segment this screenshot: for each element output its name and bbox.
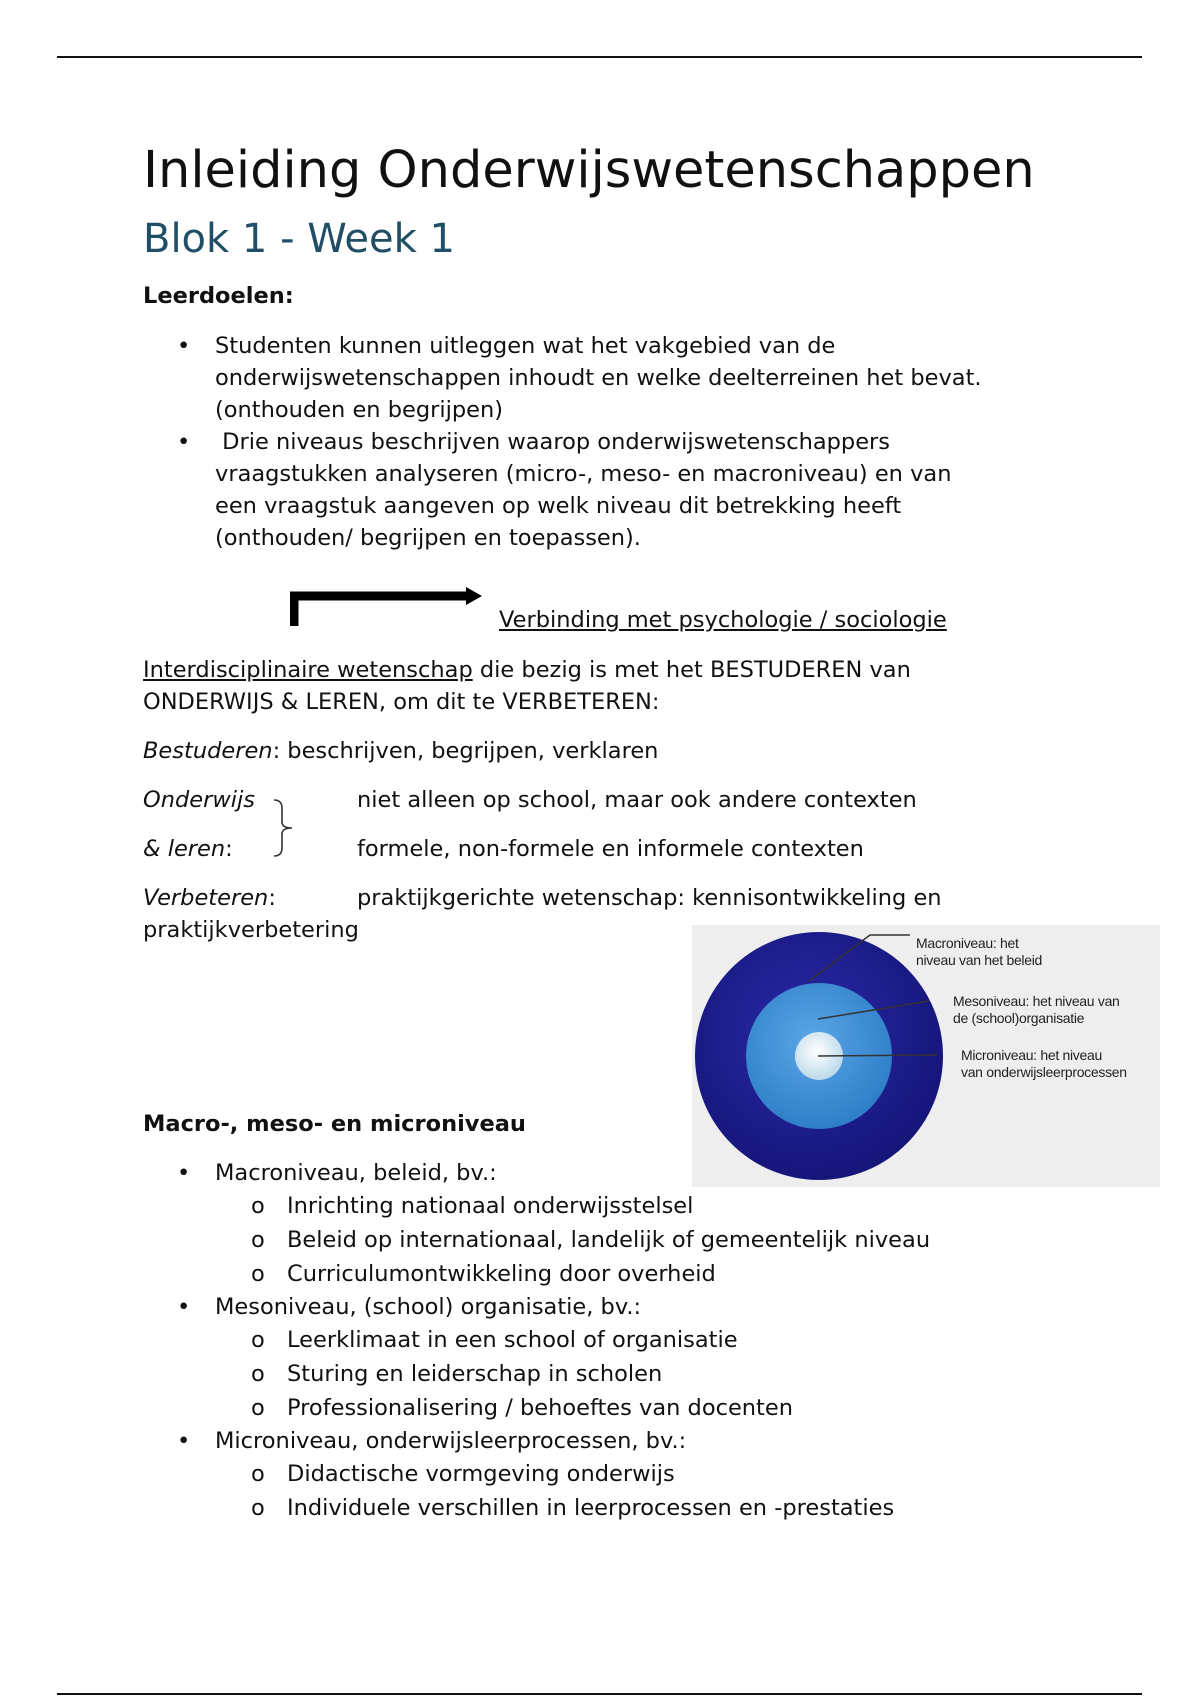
micro-label-line: van onderwijsleerprocessen (961, 1064, 1127, 1080)
levels-list (143, 1157, 930, 1525)
sub-bullet-icon: o (251, 1227, 265, 1253)
onderwijs-text: niet alleen op school, maar ook andere contexten (357, 787, 917, 813)
bullet-icon: • (177, 1160, 191, 1186)
sub-bullet-icon: o (251, 1193, 265, 1219)
definition-underlined: Interdisciplinaire wetenschap (143, 657, 473, 683)
sub-item-text: Sturing en leiderschap in scholen (287, 1361, 663, 1387)
sub-item (143, 1223, 930, 1257)
leerdoel-line: een vraagstuk aangeven op welk niveau dit betrekking heeft (215, 493, 902, 519)
leerdoel-item (143, 426, 982, 554)
document-title: Inleiding Onderwijswetenschappen (143, 141, 1035, 200)
verbeteren-colon: : (268, 885, 276, 911)
bestuderen-row (143, 735, 658, 767)
micro-label (961, 1047, 1127, 1081)
definition-line-1 (143, 654, 911, 686)
meso-label-line: Mesoniveau: het niveau van (953, 993, 1120, 1009)
sub-bullet-icon: o (251, 1361, 265, 1387)
level-sublist (215, 1457, 930, 1525)
leren-colon: : (225, 836, 233, 862)
sub-bullet-icon: o (251, 1327, 265, 1353)
leerdoel-line: (onthouden/ begrijpen en toepassen). (215, 525, 641, 551)
bottom-rule (57, 1693, 1142, 1695)
verbeteren-row (143, 882, 276, 914)
level-sublist (215, 1189, 930, 1291)
sub-item-text: Inrichting nationaal onderwijsstelsel (287, 1193, 694, 1219)
level-label: Mesoniveau, (school) organisatie, bv.: (215, 1294, 642, 1320)
bent-arrow-icon (290, 586, 490, 626)
sub-item (143, 1391, 930, 1425)
sub-item-text: Individuele verschillen in leerprocessen en -prestaties (287, 1495, 895, 1521)
bestuderen-label: Bestuderen (143, 738, 273, 764)
sub-bullet-icon: o (251, 1495, 265, 1521)
leren-row (143, 833, 233, 865)
definition-rest: die bezig is met het BESTUDEREN van (472, 657, 911, 683)
verbeteren-label: Verbeteren (143, 885, 269, 911)
leerdoel-item (143, 330, 982, 426)
levels-diagram (692, 925, 1160, 1187)
level-item-meso (143, 1291, 930, 1425)
leren-label: & leren (143, 836, 226, 862)
sub-item (143, 1323, 930, 1357)
document-subtitle: Blok 1 - Week 1 (143, 216, 455, 262)
micro-label-line: Microniveau: het niveau (961, 1047, 1102, 1063)
onderwijs-label: Onderwijs (143, 787, 255, 813)
sub-item-text: Professionalisering / behoeftes van docenten (287, 1395, 793, 1421)
sub-item-text: Beleid op internationaal, landelijk of gemeentelijk niveau (287, 1227, 931, 1253)
sub-item-text: Curriculumontwikkeling door overheid (287, 1261, 716, 1287)
sub-item-text: Leerklimaat in een school of organisatie (287, 1327, 738, 1353)
meso-label-line: de (school)organisatie (953, 1010, 1085, 1026)
macro-label-line: Macroniveau: het (916, 935, 1019, 951)
sub-bullet-icon: o (251, 1395, 265, 1421)
macro-label (916, 935, 1042, 969)
level-label: Microniveau, onderwijsleerprocessen, bv.: (215, 1428, 687, 1454)
macro-label-line: niveau van het beleid (916, 952, 1043, 968)
sub-item (143, 1491, 930, 1525)
brace-icon (272, 796, 298, 860)
definition-line-2: ONDERWIJS & LEREN, om dit te VERBETEREN: (143, 689, 660, 715)
verbeteren-text: praktijkgerichte wetenschap: kennisontwikkeling en (357, 885, 942, 911)
sub-item (143, 1457, 930, 1491)
leerdoel-line: vraagstukken analyseren (micro-, meso- en macroniveau) en van (215, 461, 952, 487)
bullet-icon: • (177, 1428, 191, 1454)
bullet-icon: • (177, 429, 191, 455)
sub-item-text: Didactische vormgeving onderwijs (287, 1461, 675, 1487)
bullet-icon: • (177, 1294, 191, 1320)
sub-item (143, 1257, 930, 1291)
leerdoel-line: Drie niveaus beschrijven waarop onderwijswetenschappers (215, 429, 891, 455)
leerdoel-line: (onthouden en begrijpen) (215, 397, 504, 423)
sub-item (143, 1357, 930, 1391)
leren-text: formele, non-formele en informele contexten (357, 836, 864, 862)
leerdoel-line: Studenten kunnen uitleggen wat het vakgebied van de (215, 333, 836, 359)
top-rule (57, 56, 1142, 58)
sub-bullet-icon: o (251, 1261, 265, 1287)
level-item-macro (143, 1157, 930, 1291)
level-label: Macroniveau, beleid, bv.: (215, 1160, 497, 1186)
leerdoelen-heading: Leerdoelen: (143, 283, 294, 309)
level-item-micro (143, 1425, 930, 1525)
bestuderen-text: : beschrijven, begrijpen, verklaren (272, 738, 659, 764)
bullet-icon: • (177, 333, 191, 359)
connection-text: Verbinding met psychologie / sociologie (499, 607, 947, 633)
levels-heading: Macro-, meso- en microniveau (143, 1111, 526, 1137)
leerdoel-line: onderwijswetenschappen inhoudt en welke deelterreinen het bevat. (215, 365, 982, 391)
leerdoelen-list (143, 330, 982, 554)
verbeteren-text-2: praktijkverbetering (143, 917, 359, 943)
level-sublist (215, 1323, 930, 1425)
sub-bullet-icon: o (251, 1461, 265, 1487)
meso-label (953, 993, 1120, 1027)
sub-item (143, 1189, 930, 1223)
